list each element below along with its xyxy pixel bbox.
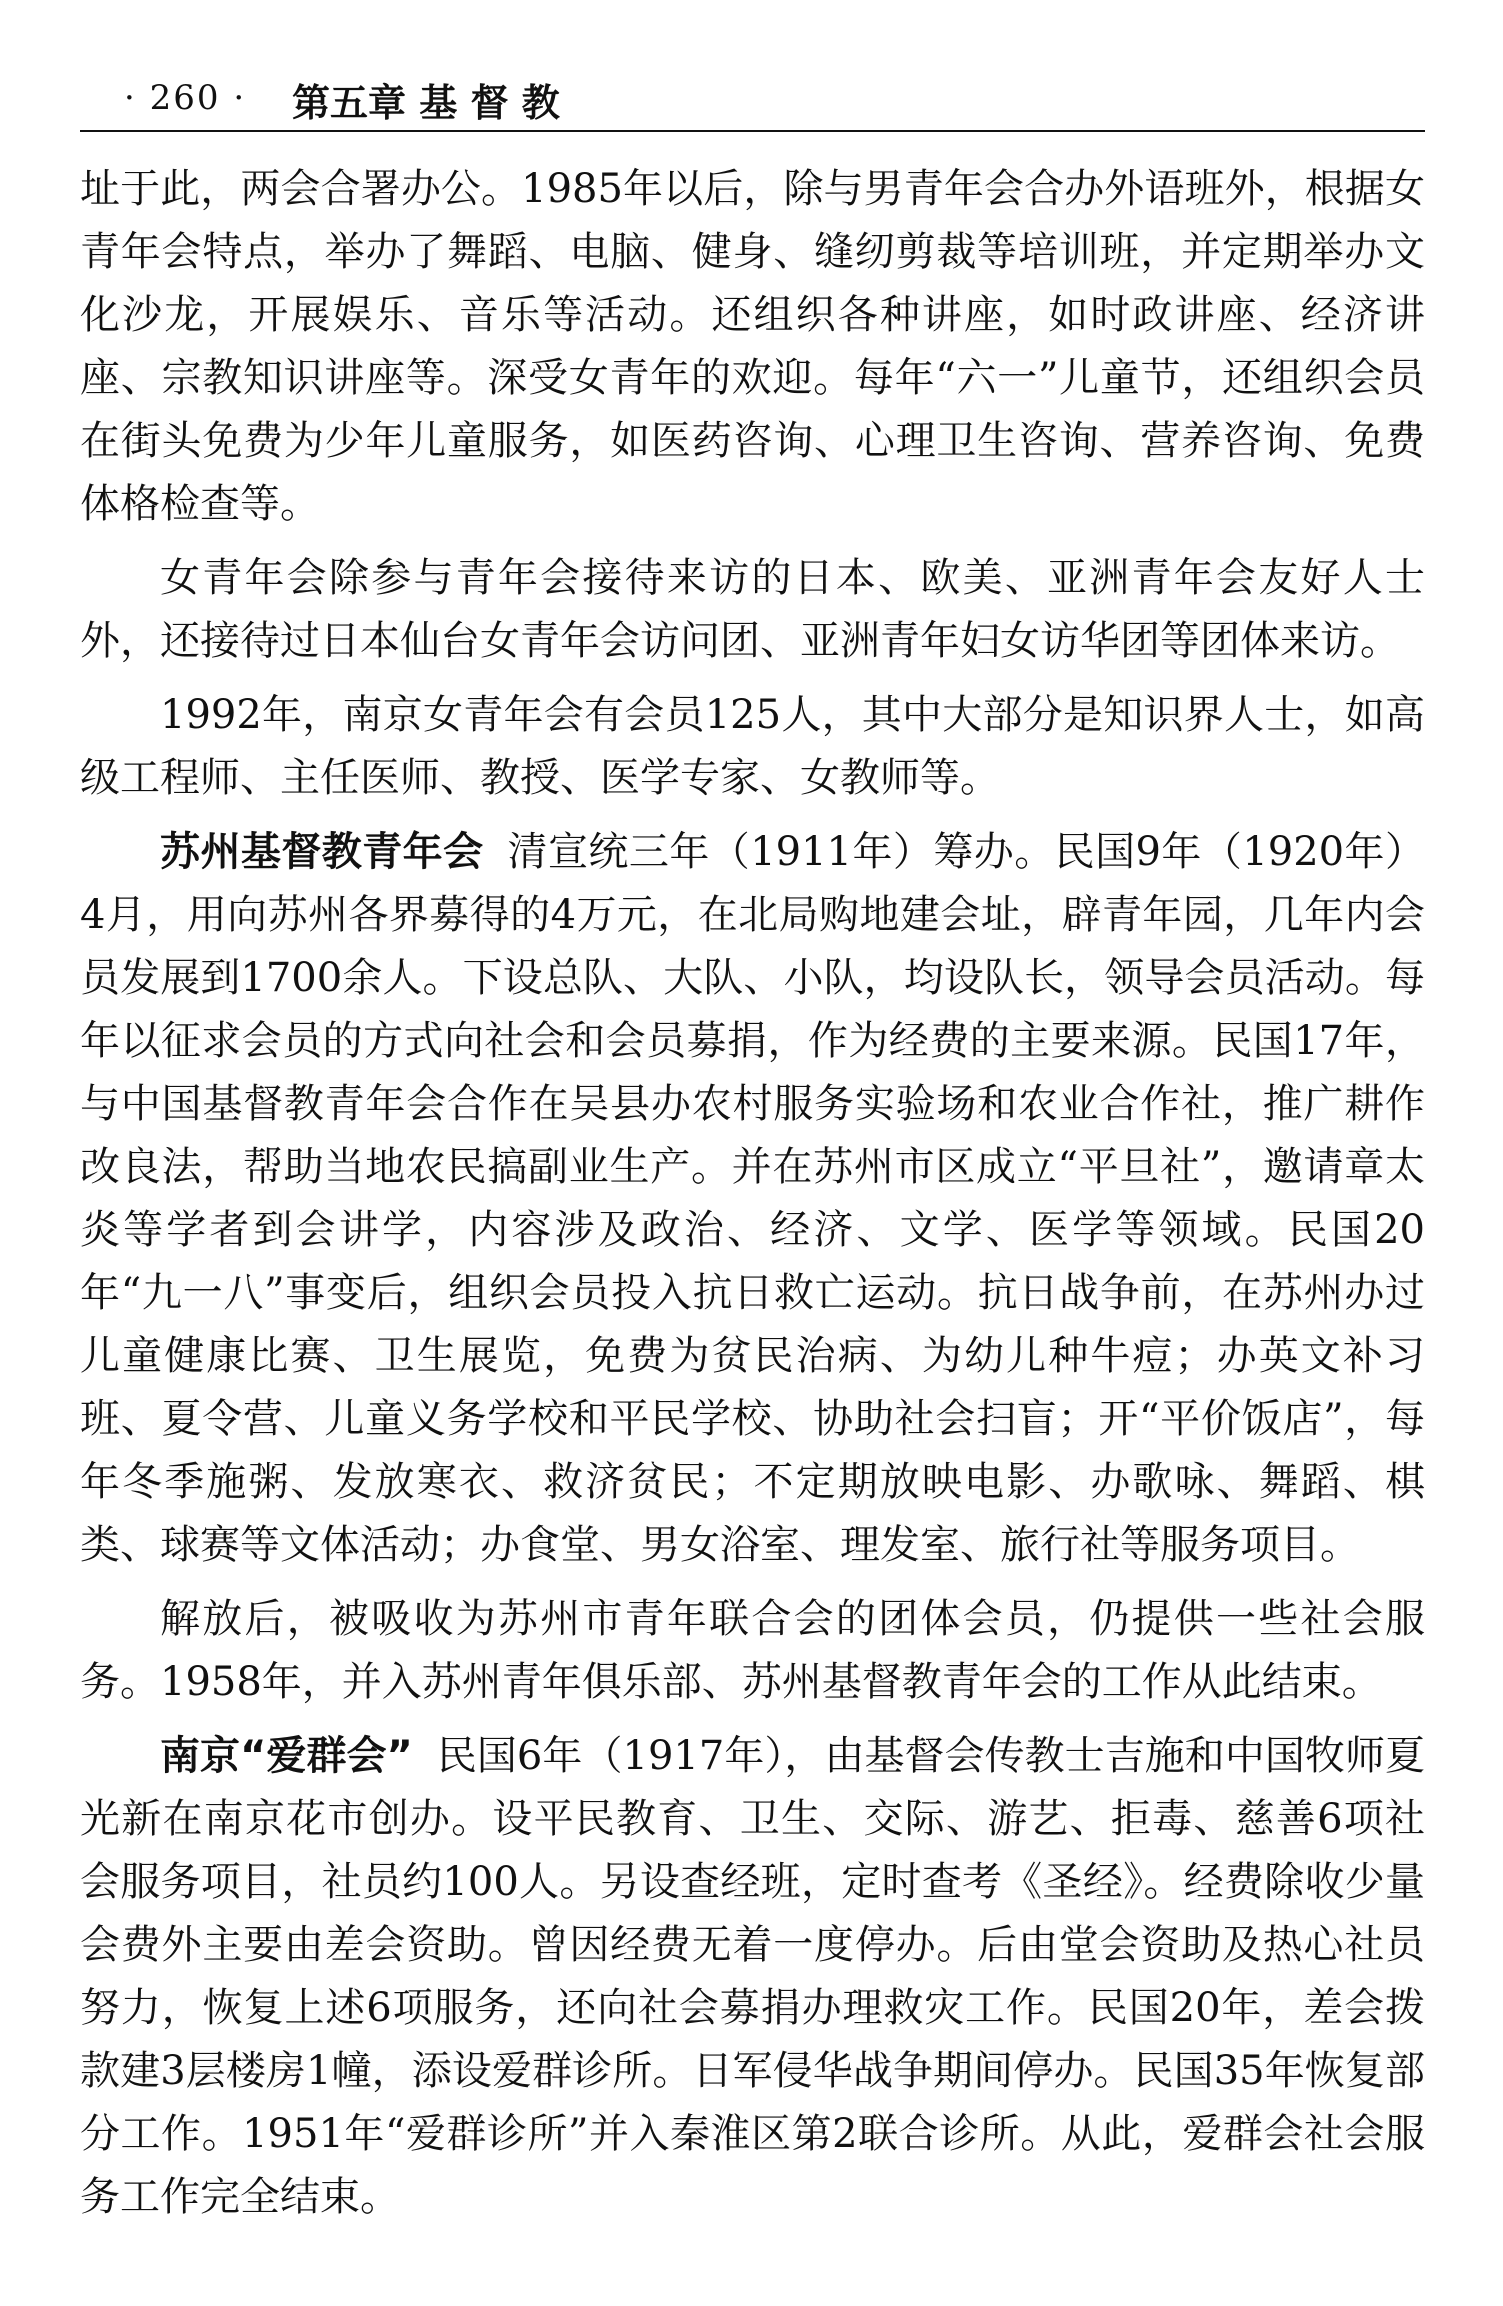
paragraph-text: 民国6年（1917年），由基督会传教士吉施和中国牧师夏光新在南京花市创办。设平民教育、卫生、交际、游艺、拒毒、慈善6项社会服务项目，社员约100人。另设查经班，定时查考《圣经》。经费除收少量会费外主要由差会资助。曾因经费无着一度停办。后由堂会资助及热心社员努力，恢复上述6项服务，还向社会募捐办理救灾工作。民国20年，差会拨款建3层楼房1幢，添设爱群诊所。日军侵华战争期间停办。民国35年恢复部分工作。1951年“爱群诊所”并入秦淮区第2联合诊所。从此，爱群会社会服务工作完全结束。 xyxy=(80,1733,1425,2220)
paragraph xyxy=(80,1588,1425,1714)
entry-title: 苏州基督教青年会 xyxy=(160,829,484,875)
body-text xyxy=(80,158,1425,2240)
paragraph-text: 女青年会除参与青年会接待来访的日本、欧美、亚洲青年会友好人士外，还接待过日本仙台女青年会访问团、亚洲青年妇女访华团等团体来访。 xyxy=(80,555,1425,664)
paragraph xyxy=(80,684,1425,810)
paragraph-continued xyxy=(80,158,1425,536)
entry-title: 南京“爱群会” xyxy=(160,1733,413,1779)
header-rule xyxy=(80,130,1425,132)
page-number: · 260 · xyxy=(124,78,247,118)
paragraph-text: 1992年，南京女青年会有会员125人，其中大部分是知识界人士，如高级工程师、主任医师、教授、医学专家、女教师等。 xyxy=(80,692,1425,801)
chapter-title: 第五章 基 督 教 xyxy=(292,81,560,125)
paragraph-text: 解放后，被吸收为苏州市青年联合会的团体会员，仍提供一些社会服务。1958年，并入苏州青年俱乐部、苏州基督教青年会的工作从此结束。 xyxy=(80,1596,1425,1705)
paragraph-text: 址于此，两会合署办公。1985年以后，除与男青年会合办外语班外，根据女青年会特点，举办了舞蹈、电脑、健身、缝纫剪裁等培训班，并定期举办文化沙龙，开展娱乐、音乐等活动。还组织各种讲座，如时政讲座、经济讲座、宗教知识讲座等。深受女青年的欢迎。每年“六一”儿童节，还组织会员在街头免费为少年儿童服务，如医药咨询、心理卫生咨询、营养咨询、免费体格检查等。 xyxy=(80,166,1425,527)
page-header xyxy=(80,70,1425,126)
paragraph xyxy=(80,547,1425,673)
paragraph-text: 清宣统三年（1911年）筹办。民国9年（1920年）4月，用向苏州各界募得的4万元，在北局购地建会址，辟青年园，几年内会员发展到1700余人。下设总队、大队、小队，均设队长，领导会员活动。每年以征求会员的方式向社会和会员募捐，作为经费的主要来源。民国17年，与中国基督教青年会合作在吴县办农村服务实验场和农业合作社，推广耕作改良法，帮助当地农民搞副业生产。并在苏州市区成立“平旦社”，邀请章太炎等学者到会讲学，内容涉及政治、经济、文学、医学等领域。民国20年“九一八”事变后，组织会员投入抗日救亡运动。抗日战争前，在苏州办过儿童健康比赛、卫生展览，免费为贫民治病、为幼儿种牛痘；办英文补习班、夏令营、儿童义务学校和平民学校、协助社会扫盲；开“平价饭店”，每年冬季施粥、发放寒衣、救济贫民；不定期放映电影、办歌咏、舞蹈、棋类、球赛等文体活动；办食堂、男女浴室、理发室、旅行社等服务项目。 xyxy=(80,829,1426,1568)
entry-suzhou-ymca xyxy=(80,821,1425,1577)
entry-nanjing-aiqunhui xyxy=(80,1725,1425,2229)
